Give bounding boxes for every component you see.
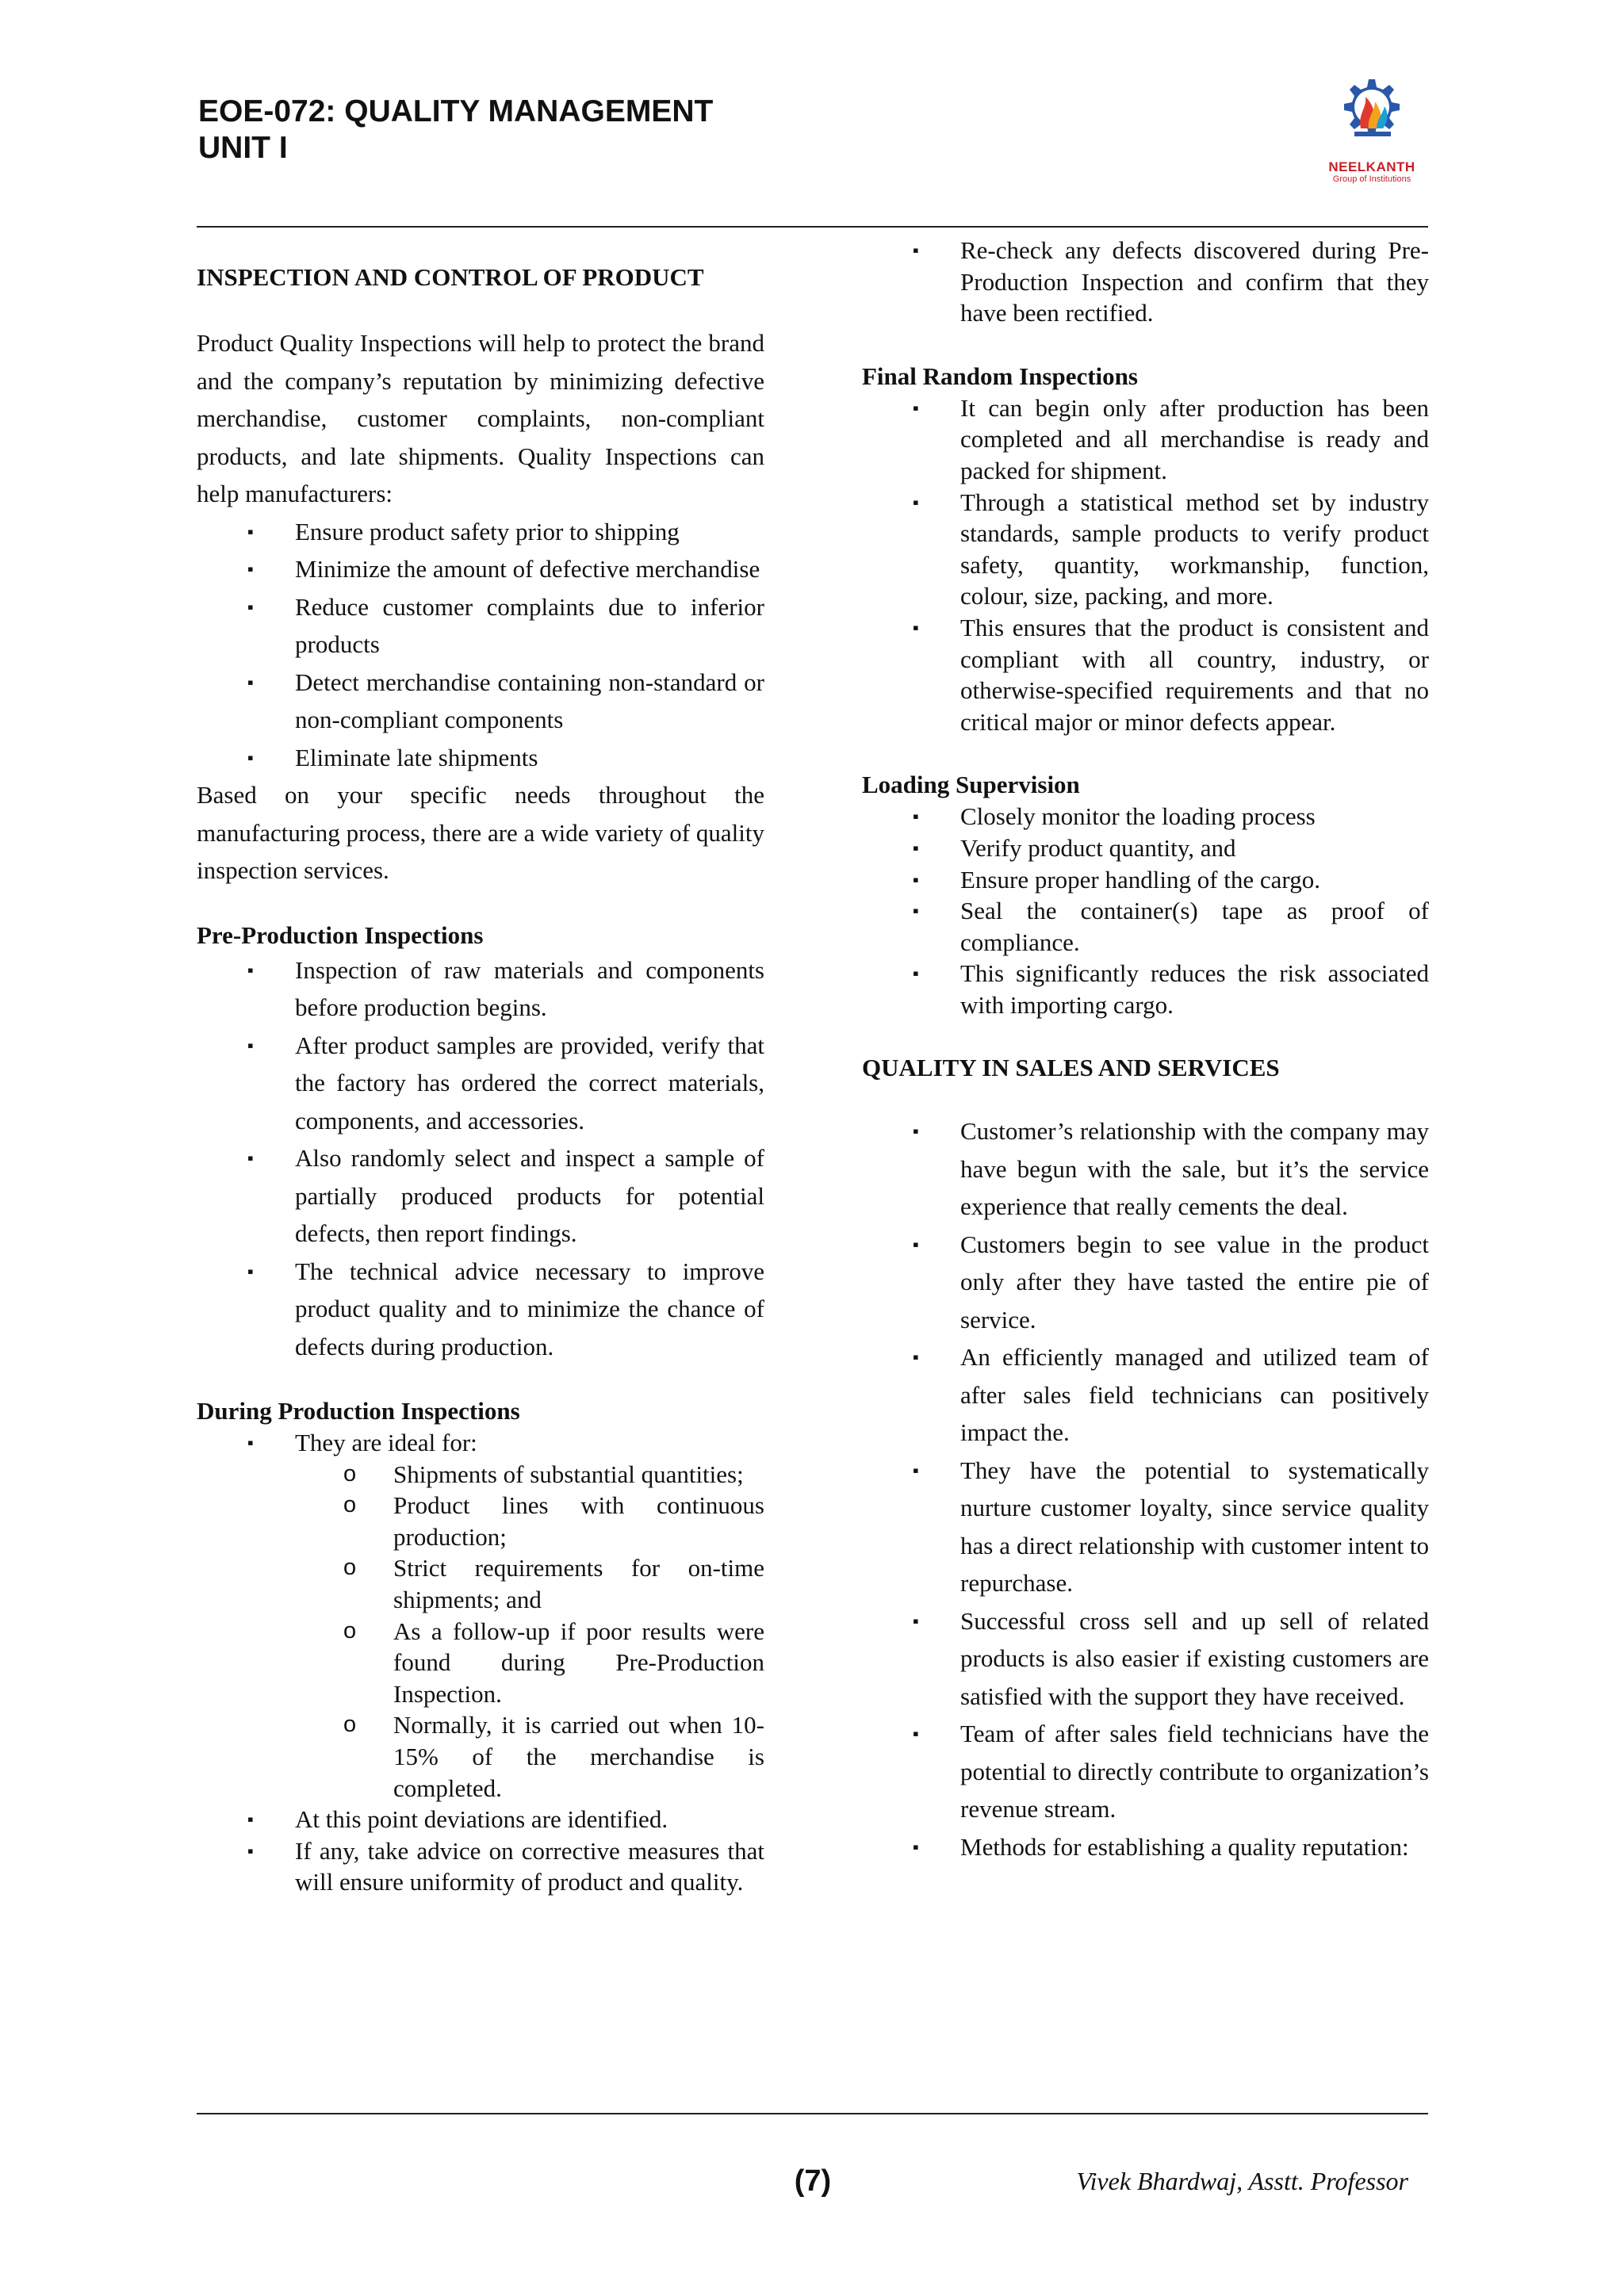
pre-production-heading: Pre-Production Inspections xyxy=(197,920,484,949)
list-item: o Strict requirements for on-time shipments; and xyxy=(343,1554,764,1613)
list-item: ▪ Team of after sales field technicians have the potential to directly contribute to organization’s revenue stream. xyxy=(913,1720,1429,1823)
right-column xyxy=(862,235,1429,1866)
list-item: ▪ They have the potential to systematically nurture customer loyalty, since service quality has a direct relationship with customer intent to repurchase. xyxy=(913,1456,1429,1598)
logo-wordmark: NEELKANTH xyxy=(1328,159,1415,174)
recheck-list xyxy=(862,235,1429,329)
logo-tagline: Group of Institutions xyxy=(1332,174,1411,184)
list-item: ▪ This ensures that the product is consistent and compliant with all country, industry, or otherwise-specified requirements and that no critical major or minor defects appear. xyxy=(913,613,1429,736)
loading-supervision-list xyxy=(862,801,1429,1020)
final-random-heading: Final Random Inspections xyxy=(862,362,1138,390)
list-item: ▪ At this point deviations are identified. xyxy=(247,1805,668,1834)
during-production-followup-list xyxy=(197,1804,764,1898)
list-item: ▪ This significantly reduces the risk associated with importing cargo. xyxy=(913,959,1429,1019)
header-divider xyxy=(197,226,1428,228)
intro-bullet-list xyxy=(197,513,764,777)
list-item: ▪ Detect merchandise containing non-standard or non-compliant components xyxy=(247,668,764,733)
list-item: ▪ It can begin only after production has been completed and all merchandise is ready and packed for shipment. xyxy=(913,393,1429,484)
list-item: ▪ Re-check any defects discovered during Pre-Production Inspection and confirm that they have been rectified. xyxy=(913,236,1429,327)
left-column xyxy=(197,262,764,1898)
footer-divider xyxy=(197,2113,1428,2114)
list-item: ▪ Eliminate late shipments xyxy=(247,743,538,771)
author-credit: Vivek Bhardwaj, Asstt. Professor xyxy=(1076,2167,1408,2195)
list-item: ▪ They are ideal for: xyxy=(247,1429,477,1456)
list-item: ▪ The technical advice necessary to improve product quality and to minimize the chance of defects during production. xyxy=(247,1257,764,1360)
gear-flame-icon xyxy=(1308,73,1435,160)
document-title xyxy=(198,94,713,166)
list-item: ▪ Ensure proper handling of the cargo. xyxy=(913,865,1320,894)
list-item: ▪ Also randomly select and inspect a sample of partially produced products for potential defects, then report findings. xyxy=(247,1144,764,1247)
list-item: ▪ Reduce customer complaints due to inferior products xyxy=(247,592,764,658)
title-line-course: EOE-072: QUALITY MANAGEMENT xyxy=(198,94,714,128)
list-item: ▪ Seal the container(s) tape as proof of compliance. xyxy=(913,897,1429,956)
list-item: ▪ If any, take advice on corrective measures that will ensure uniformity of product and quality. xyxy=(247,1836,764,1896)
variety-paragraph: Based on your specific needs throughout the manufacturing process, there are a wide variety of quality inspection services. xyxy=(197,781,764,884)
loading-supervision-heading: Loading Supervision xyxy=(862,771,1080,799)
during-production-heading: During Production Inspections xyxy=(197,1397,520,1425)
list-item: ▪ Through a statistical method set by industry standards, sample products to verify product safety, quantity, workmanship, function, colour, size, packing, and more. xyxy=(913,488,1429,610)
list-item: ▪ Successful cross sell and up sell of related products is also easier if existing customers are satisfied with the support they have received. xyxy=(913,1606,1429,1710)
intro-paragraph: Product Quality Inspections will help to protect the brand and the company’s reputation by minimizing defective merchandise, customer complaints, non-compliant products, and late shipments. Quality Inspections can help manufacturers: xyxy=(197,329,764,507)
list-item: ▪ Customers begin to see value in the product only after they have tasted the entire pie of service. xyxy=(913,1230,1429,1334)
list-item: ▪ Ensure product safety prior to shipping xyxy=(247,517,680,545)
sales-services-list xyxy=(862,1112,1429,1866)
list-item: o Normally, it is carried out when 10-15% of the merchandise is completed. xyxy=(343,1711,764,1802)
list-item: ▪ After product samples are provided, verify that the factory has ordered the correct materials, components, and accessories. xyxy=(247,1031,764,1135)
institution-logo xyxy=(1308,73,1435,192)
during-production-list xyxy=(197,1427,764,1459)
list-item: ▪ Customer’s relationship with the company may have begun with the sale, but it’s the service experience that really cements the deal. xyxy=(913,1117,1429,1221)
section-heading-inspection: INSPECTION AND CONTROL OF PRODUCT xyxy=(197,263,704,291)
list-item: o Shipments of substantial quantities; xyxy=(343,1460,744,1488)
list-item: o Product lines with continuous production; xyxy=(343,1491,764,1551)
final-random-list xyxy=(862,392,1429,738)
list-item: ▪ Closely monitor the loading process xyxy=(913,802,1316,831)
list-item: ▪ Methods for establishing a quality reputation: xyxy=(913,1832,1409,1861)
list-item: ▪ An efficiently managed and utilized team of after sales field technicians can positively impact the. xyxy=(913,1343,1429,1447)
list-item: ▪ Verify product quantity, and xyxy=(913,833,1236,862)
list-item: ▪ Minimize the amount of defective merchandise xyxy=(247,555,760,583)
section-heading-sales-services: QUALITY IN SALES AND SERVICES xyxy=(862,1054,1280,1082)
pre-production-list xyxy=(197,951,764,1366)
ideal-for-sublist xyxy=(197,1459,764,1804)
list-item: o As a follow-up if poor results were found during Pre-Production Inspection. xyxy=(343,1617,764,1708)
list-item: ▪ Inspection of raw materials and components before production begins. xyxy=(247,955,764,1021)
page-number: (7) xyxy=(794,2164,832,2198)
title-line-unit: UNIT I xyxy=(198,131,288,165)
